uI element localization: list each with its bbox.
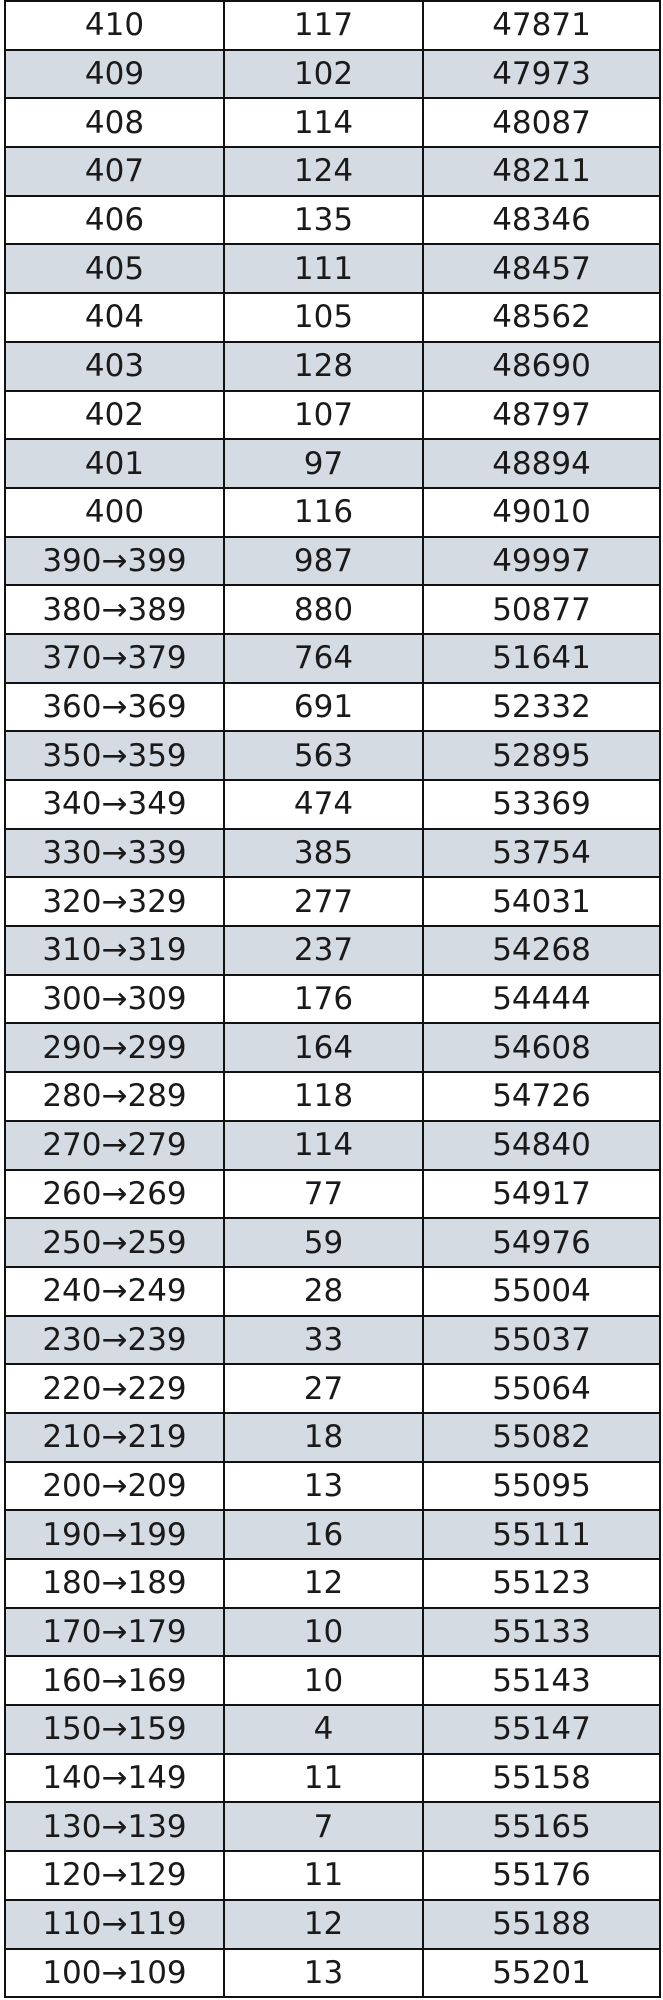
cumulative-cell: 55158: [423, 1754, 660, 1803]
score-cell: 350→359: [5, 731, 224, 780]
cumulative-cell: 48211: [423, 147, 660, 196]
count-cell: 28: [224, 1267, 423, 1316]
table-row: [5, 1608, 660, 1657]
cumulative-cell: 55188: [423, 1900, 660, 1949]
count-cell: 77: [224, 1170, 423, 1219]
table-row: [5, 1802, 660, 1851]
cumulative-cell: 55004: [423, 1267, 660, 1316]
table-row: [5, 1851, 660, 1900]
score-cell: 210→219: [5, 1413, 224, 1462]
cumulative-cell: 53754: [423, 829, 660, 878]
cumulative-cell: 48797: [423, 391, 660, 440]
cumulative-cell: 55095: [423, 1462, 660, 1511]
score-cell: 410: [5, 1, 224, 50]
count-cell: 16: [224, 1510, 423, 1559]
cumulative-cell: 54726: [423, 1072, 660, 1121]
table-row: [5, 585, 660, 634]
table-row: [5, 1316, 660, 1365]
count-cell: 4: [224, 1705, 423, 1754]
score-cell: 180→189: [5, 1559, 224, 1608]
score-cell: 390→399: [5, 537, 224, 586]
count-cell: 117: [224, 1, 423, 50]
count-cell: 691: [224, 683, 423, 732]
table-row: [5, 1559, 660, 1608]
count-cell: 107: [224, 391, 423, 440]
table-row: [5, 1656, 660, 1705]
score-table: [4, 0, 661, 1998]
table-row: [5, 1949, 660, 1998]
count-cell: 764: [224, 634, 423, 683]
table-row: [5, 1900, 660, 1949]
count-cell: 124: [224, 147, 423, 196]
score-cell: 403: [5, 342, 224, 391]
table-row: [5, 147, 660, 196]
count-cell: 13: [224, 1949, 423, 1998]
table-row: [5, 1364, 660, 1413]
count-cell: 7: [224, 1802, 423, 1851]
cumulative-cell: 48562: [423, 293, 660, 342]
count-cell: 13: [224, 1462, 423, 1511]
cumulative-cell: 48087: [423, 98, 660, 147]
cumulative-cell: 51641: [423, 634, 660, 683]
cumulative-cell: 48457: [423, 244, 660, 293]
cumulative-cell: 53369: [423, 780, 660, 829]
cumulative-cell: 55143: [423, 1656, 660, 1705]
count-cell: 10: [224, 1608, 423, 1657]
score-cell: 400: [5, 488, 224, 537]
count-cell: 11: [224, 1851, 423, 1900]
table-row: [5, 1121, 660, 1170]
count-cell: 116: [224, 488, 423, 537]
cumulative-cell: 48690: [423, 342, 660, 391]
table-row: [5, 1754, 660, 1803]
score-cell: 100→109: [5, 1949, 224, 1998]
cumulative-cell: 55176: [423, 1851, 660, 1900]
score-cell: 404: [5, 293, 224, 342]
score-cell: 270→279: [5, 1121, 224, 1170]
cumulative-cell: 48894: [423, 439, 660, 488]
cumulative-cell: 49997: [423, 537, 660, 586]
table-row: [5, 50, 660, 99]
table-row: [5, 829, 660, 878]
score-cell: 200→209: [5, 1462, 224, 1511]
count-cell: 114: [224, 98, 423, 147]
cumulative-cell: 54976: [423, 1218, 660, 1267]
table-row: [5, 439, 660, 488]
score-cell: 250→259: [5, 1218, 224, 1267]
count-cell: 11: [224, 1754, 423, 1803]
score-cell: 190→199: [5, 1510, 224, 1559]
count-cell: 12: [224, 1559, 423, 1608]
cumulative-cell: 52332: [423, 683, 660, 732]
count-cell: 111: [224, 244, 423, 293]
score-cell: 290→299: [5, 1023, 224, 1072]
score-cell: 409: [5, 50, 224, 99]
count-cell: 18: [224, 1413, 423, 1462]
score-cell: 150→159: [5, 1705, 224, 1754]
cumulative-cell: 55064: [423, 1364, 660, 1413]
table-row: [5, 98, 660, 147]
cumulative-cell: 55201: [423, 1949, 660, 1998]
table-row: [5, 1072, 660, 1121]
table-row: [5, 293, 660, 342]
cumulative-cell: 54840: [423, 1121, 660, 1170]
score-cell: 406: [5, 196, 224, 245]
count-cell: 12: [224, 1900, 423, 1949]
count-cell: 59: [224, 1218, 423, 1267]
score-cell: 230→239: [5, 1316, 224, 1365]
table-row: [5, 877, 660, 926]
count-cell: 164: [224, 1023, 423, 1072]
count-cell: 97: [224, 439, 423, 488]
count-cell: 128: [224, 342, 423, 391]
score-cell: 300→309: [5, 975, 224, 1024]
score-cell: 160→169: [5, 1656, 224, 1705]
score-cell: 360→369: [5, 683, 224, 732]
score-cell: 280→289: [5, 1072, 224, 1121]
table-row: [5, 537, 660, 586]
score-cell: 405: [5, 244, 224, 293]
table-row: [5, 1267, 660, 1316]
count-cell: 880: [224, 585, 423, 634]
cumulative-cell: 47973: [423, 50, 660, 99]
score-cell: 260→269: [5, 1170, 224, 1219]
score-cell: 401: [5, 439, 224, 488]
cumulative-cell: 52895: [423, 731, 660, 780]
table-row: [5, 342, 660, 391]
table-row: [5, 926, 660, 975]
score-cell: 330→339: [5, 829, 224, 878]
table-row: [5, 1170, 660, 1219]
cumulative-cell: 50877: [423, 585, 660, 634]
cumulative-cell: 55133: [423, 1608, 660, 1657]
table-row: [5, 634, 660, 683]
cumulative-cell: 55082: [423, 1413, 660, 1462]
count-cell: 33: [224, 1316, 423, 1365]
score-cell: 320→329: [5, 877, 224, 926]
score-cell: 240→249: [5, 1267, 224, 1316]
count-cell: 105: [224, 293, 423, 342]
score-table-body: [5, 1, 660, 1997]
table-row: [5, 683, 660, 732]
cumulative-cell: 55123: [423, 1559, 660, 1608]
count-cell: 27: [224, 1364, 423, 1413]
count-cell: 563: [224, 731, 423, 780]
table-row: [5, 488, 660, 537]
count-cell: 176: [224, 975, 423, 1024]
count-cell: 385: [224, 829, 423, 878]
table-row: [5, 196, 660, 245]
cumulative-cell: 55165: [423, 1802, 660, 1851]
table-row: [5, 1705, 660, 1754]
score-cell: 407: [5, 147, 224, 196]
count-cell: 102: [224, 50, 423, 99]
table-row: [5, 1, 660, 50]
count-cell: 118: [224, 1072, 423, 1121]
score-cell: 310→319: [5, 926, 224, 975]
score-cell: 120→129: [5, 1851, 224, 1900]
table-row: [5, 244, 660, 293]
table-row: [5, 780, 660, 829]
count-cell: 135: [224, 196, 423, 245]
score-cell: 370→379: [5, 634, 224, 683]
table-row: [5, 1023, 660, 1072]
cumulative-cell: 54608: [423, 1023, 660, 1072]
table-row: [5, 1462, 660, 1511]
cumulative-cell: 55147: [423, 1705, 660, 1754]
count-cell: 114: [224, 1121, 423, 1170]
cumulative-cell: 49010: [423, 488, 660, 537]
score-cell: 220→229: [5, 1364, 224, 1413]
score-cell: 340→349: [5, 780, 224, 829]
cumulative-cell: 55111: [423, 1510, 660, 1559]
count-cell: 277: [224, 877, 423, 926]
cumulative-cell: 48346: [423, 196, 660, 245]
cumulative-cell: 47871: [423, 1, 660, 50]
cumulative-cell: 54917: [423, 1170, 660, 1219]
score-cell: 402: [5, 391, 224, 440]
cumulative-cell: 54031: [423, 877, 660, 926]
score-cell: 408: [5, 98, 224, 147]
score-cell: 130→139: [5, 1802, 224, 1851]
table-row: [5, 1413, 660, 1462]
count-cell: 987: [224, 537, 423, 586]
score-cell: 140→149: [5, 1754, 224, 1803]
score-cell: 170→179: [5, 1608, 224, 1657]
table-row: [5, 975, 660, 1024]
count-cell: 237: [224, 926, 423, 975]
score-cell: 380→389: [5, 585, 224, 634]
count-cell: 474: [224, 780, 423, 829]
count-cell: 10: [224, 1656, 423, 1705]
table-row: [5, 1218, 660, 1267]
cumulative-cell: 54268: [423, 926, 660, 975]
table-row: [5, 391, 660, 440]
table-row: [5, 1510, 660, 1559]
cumulative-cell: 54444: [423, 975, 660, 1024]
table-row: [5, 731, 660, 780]
cumulative-cell: 55037: [423, 1316, 660, 1365]
score-cell: 110→119: [5, 1900, 224, 1949]
